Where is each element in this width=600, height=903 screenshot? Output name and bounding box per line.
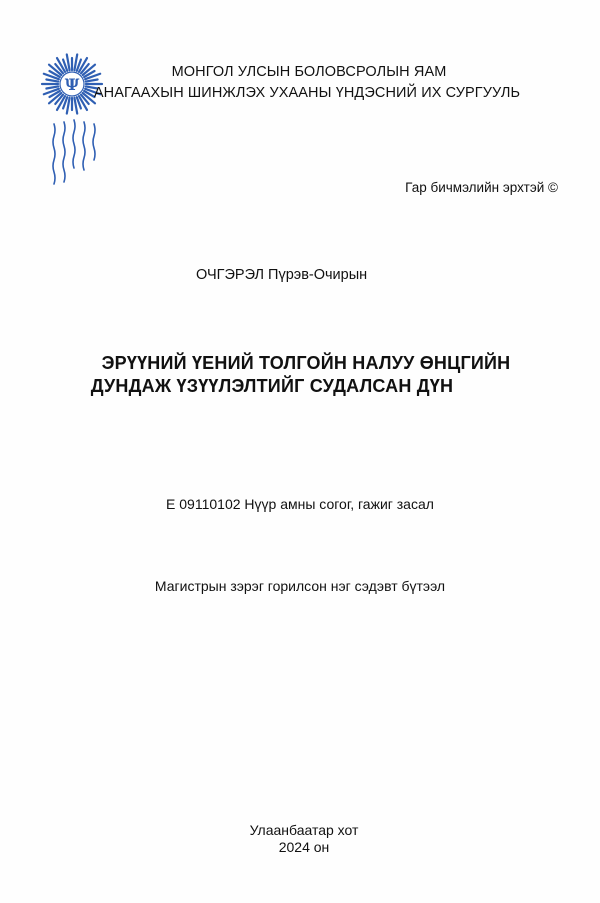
city: Улаанбаатар хот [249, 822, 359, 838]
degree-statement: Магистрын зэрэг горилсон нэг сэдэвт бүтээл [154, 578, 446, 594]
university-name: АНАГААХЫН ШИНЖЛЭХ УХААНЫ ҮНДЭСНИЙ ИХ СУРГУУЛЬ [93, 85, 521, 101]
svg-text:Ψ: Ψ [64, 75, 80, 94]
thesis-title-line-1: ЭРҮҮНИЙ ҮЕНИЙ ТОЛГОЙН НАЛУУ ӨНЦГИЙН [101, 353, 511, 373]
thesis-title-line-2: ДУНДАЖ ҮЗҮҮЛЭЛТИЙГ СУДАЛСАН ДҮН [90, 376, 454, 396]
year: 2024 он [278, 839, 330, 855]
author-name: ОЧГЭРЭЛ Пүрэв-Очирын [196, 267, 368, 283]
specialty-code: Е 09110102 Нүүр амны согог, гажиг засал [166, 496, 434, 512]
ministry-name: МОНГОЛ УЛСЫН БОЛОВСРОЛЫН ЯАМ [171, 64, 447, 80]
copyright-notice: Гар бичмэлийн эрхтэй © [405, 180, 558, 195]
